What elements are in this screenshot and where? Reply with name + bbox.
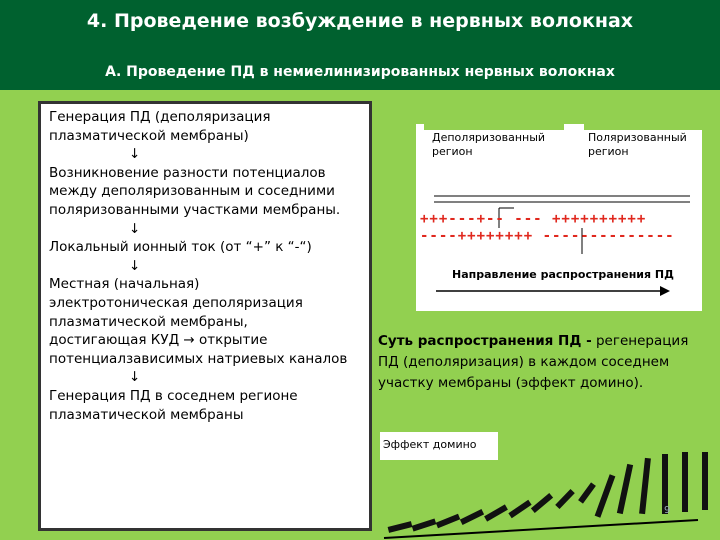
mechanism-line: поляризованными участками мембраны. (49, 201, 341, 218)
down-arrow-icon: ↓ (129, 257, 141, 274)
essence-body: регенерация ПД (деполяризация) в каждом соседнем участку мембраны (эффект домино). (378, 333, 689, 391)
polarized-region-label: Поляризованный регион (588, 131, 687, 158)
depolarized-region-label: Деполяризованный регион (432, 131, 546, 158)
propagation-direction-label: Направление распространения ПД (452, 268, 674, 281)
down-arrow-icon: ↓ (129, 220, 141, 237)
mechanism-line: плазматической мембраны, (49, 313, 248, 330)
mechanism-line: достигающая КУД → открытие (49, 332, 268, 349)
slide-title: 4. Проведение возбуждение в нервных волокнах (86, 10, 634, 32)
down-arrow-icon: ↓ (129, 146, 141, 163)
down-arrow-icon: ↓ (129, 369, 141, 386)
domino-label: Эффект домино (383, 438, 477, 451)
mechanism-line: Генерация ПД в соседнем регионе (49, 387, 298, 404)
mechanism-text (49, 108, 379, 424)
domino-pieces (388, 452, 708, 533)
mechanism-line: плазматической мембраны) (49, 127, 249, 144)
membrane-charges-inner: ----++++++++ -------------- (420, 228, 675, 244)
essence-title: Суть распространения ПД - (378, 333, 592, 349)
membrane-charges-outer: +++---+-- --- ++++++++++ (420, 211, 647, 227)
mechanism-line: Локальный ионный ток (от “+” к “-“) (49, 239, 312, 256)
domino-illustration (378, 452, 720, 540)
slide-subtitle: А. Проведение ПД в немиелинизированных нервных волокнах (105, 64, 615, 80)
region-tab (584, 124, 702, 130)
essence-text (378, 331, 708, 394)
mechanism-line: плазматической мембраны (49, 406, 244, 423)
mechanism-line: потенциалзависимых натриевых каналов (49, 350, 348, 367)
mechanism-line: между деполяризованным и соседними (49, 183, 335, 200)
mechanism-line: Генерация ПД (деполяризация (49, 109, 271, 125)
mechanism-line: электротоническая деполяризация (49, 294, 303, 311)
page-number: 9 (664, 505, 671, 516)
mechanism-box (38, 101, 372, 531)
direction-arrowhead-icon (660, 286, 670, 296)
mechanism-line: Местная (начальная) (49, 276, 200, 293)
region-tab (424, 124, 564, 130)
mechanism-line: Возникновение разности потенциалов (49, 164, 326, 181)
